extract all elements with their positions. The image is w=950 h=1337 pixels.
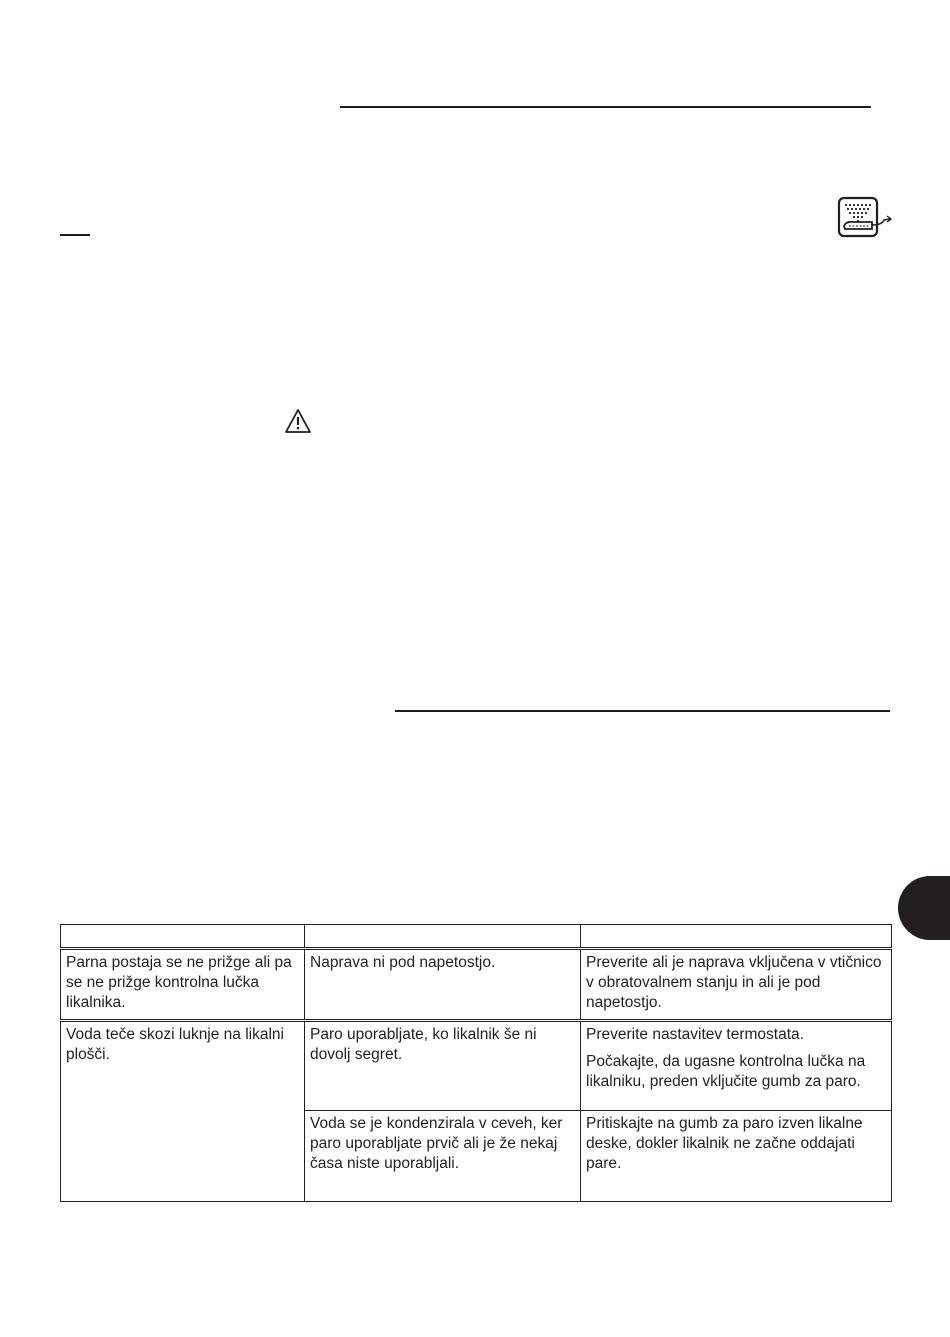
cause-cell: Naprava ni pod napetostjo. bbox=[305, 949, 581, 1021]
header-solution bbox=[581, 925, 892, 949]
section-rule-left bbox=[60, 234, 90, 236]
solution-cell bbox=[581, 1111, 892, 1202]
page-section-tab bbox=[898, 876, 950, 940]
section-rule-middle bbox=[395, 710, 890, 712]
solution-text: Pritiskajte na gumb za paro izven likalne deske, dokler likalnik ne začne oddajati pare. bbox=[586, 1115, 863, 1172]
cause-cell: Voda se je kondenzirala v ceveh, ker paro uporabljate prvič ali je že nekaj časa niste uporabljali. bbox=[305, 1111, 581, 1202]
table-row bbox=[61, 1021, 892, 1111]
troubleshooting-table bbox=[60, 924, 892, 1202]
steam-iron-icon bbox=[836, 196, 892, 240]
header-cause bbox=[305, 925, 581, 949]
header-problem bbox=[61, 925, 305, 949]
solution-text: Preverite nastavitev termostata. bbox=[586, 1026, 804, 1043]
table-row bbox=[61, 949, 892, 1021]
table-header-row bbox=[61, 925, 892, 949]
problem-cell: Parna postaja se ne prižge ali pa se ne prižge kontrolna lučka likalnika. bbox=[61, 949, 305, 1021]
solution-text: Preverite ali je naprava vključena v vtičnico v obratovalnem stanju in ali je pod napetostjo. bbox=[586, 954, 882, 1011]
warning-icon bbox=[284, 408, 312, 434]
solution-cell bbox=[581, 949, 892, 1021]
solution-cell bbox=[581, 1021, 892, 1111]
solution-text: Počakajte, da ugasne kontrolna lučka na likalniku, preden vključite gumb za paro. bbox=[586, 1053, 866, 1090]
section-rule-top bbox=[340, 106, 871, 108]
problem-cell: Voda teče skozi luknje na likalni plošči. bbox=[61, 1021, 305, 1202]
cause-cell: Paro uporabljate, ko likalnik še ni dovolj segret. bbox=[305, 1021, 581, 1111]
